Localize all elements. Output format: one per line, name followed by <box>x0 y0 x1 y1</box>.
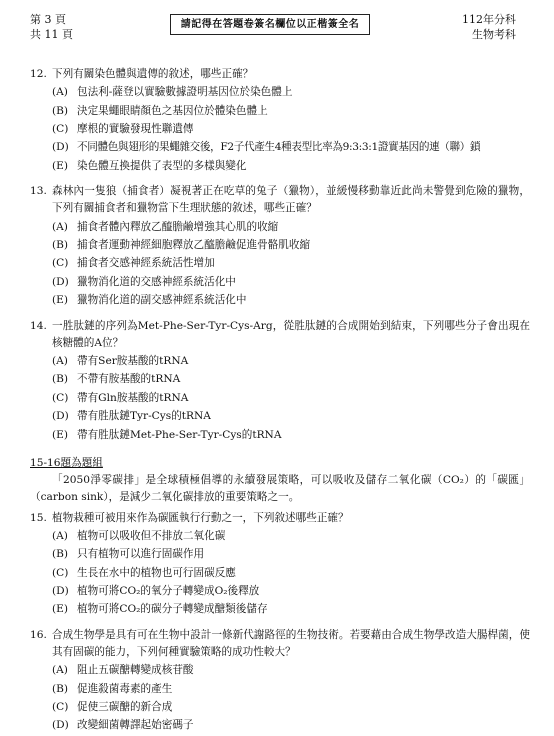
option-text: 阻止五碳醣轉變成核苷酸 <box>77 664 194 677</box>
question-stem: 下列有關染色體與遺傳的敘述，哪些正確？ <box>52 68 254 80</box>
option-label: (B) <box>52 548 69 561</box>
question-number: 16. <box>30 628 47 641</box>
option <box>30 426 530 444</box>
option-label: (C) <box>52 257 69 270</box>
option-text: 摩根的實驗發現性聯遺傳 <box>77 123 194 136</box>
question-number: 15. <box>30 511 47 524</box>
option-label: (E) <box>52 159 68 172</box>
option-text: 植物可將CO₂的碳分子轉變成醣類後儲存 <box>77 603 268 616</box>
option <box>30 407 530 425</box>
option-text: 捕食者交感神經系統活性增加 <box>77 257 215 270</box>
option-text: 帶有胜肽鏈Met-Phe-Ser-Tyr-Cys的tRNA <box>77 428 282 441</box>
option <box>30 527 530 545</box>
option-label: (C) <box>52 566 69 579</box>
question-stem: 森林內一隻狼（捕食者）凝視著正在吃草的兔子（獵物），並緩慢移動靠近此尚未警覺到危險的獵物，下列有關捕食者和獵物當下生理狀態的敘述，哪些正確？ <box>52 185 530 215</box>
option-text: 捕食者運動神經細胞釋放乙醯膽鹼促進骨骼肌收縮 <box>77 239 311 252</box>
option-text: 不帶有胺基酸的tRNA <box>77 373 181 386</box>
exam-year: 112年分科 <box>462 13 516 26</box>
option-text: 獵物消化道的交感神經系統活化中 <box>77 275 236 288</box>
option-text: 捕食者體內釋放乙醯膽鹼增強其心肌的收縮 <box>77 220 279 233</box>
option <box>30 352 530 370</box>
option <box>30 661 530 679</box>
exam-info <box>462 12 516 42</box>
option <box>30 254 530 272</box>
page-number: 第 3 頁 <box>30 13 66 26</box>
option <box>30 680 530 698</box>
question-12 <box>30 66 530 175</box>
option-label: (A) <box>52 664 68 677</box>
signature-notice-box: 請記得在答題卷簽名欄位以正楷簽全名 <box>170 14 370 35</box>
option <box>30 600 530 618</box>
option-label: (E) <box>52 603 68 616</box>
option <box>30 716 530 734</box>
option-label: (B) <box>52 373 69 386</box>
option-label: (C) <box>52 700 69 713</box>
option-text: 改變細菌轉譯起始密碼子 <box>77 719 194 732</box>
group-title: 15-16題為題組 <box>30 457 103 470</box>
option <box>30 102 530 120</box>
question-number: 12. <box>30 68 47 80</box>
option <box>30 273 530 291</box>
option <box>30 236 530 254</box>
option-text: 帶有胜肽鏈Tyr-Cys的tRNA <box>77 410 211 423</box>
option-label: (C) <box>52 123 69 136</box>
option <box>30 138 530 156</box>
option-text: 植物可以吸收但不排放二氧化碳 <box>77 529 226 542</box>
option-label: (A) <box>52 355 68 368</box>
option-text: 促使三碳醣的新合成 <box>77 700 173 713</box>
question-number: 13. <box>30 185 47 198</box>
question-stem: 植物栽種可被用來作為碳匯執行行動之一，下列敘述哪些正確？ <box>52 511 349 524</box>
option-label: (D) <box>52 410 69 423</box>
option-text: 植物可將CO₂的氧分子轉變成O₂後釋放 <box>77 584 260 597</box>
option-label: (B) <box>52 682 69 695</box>
option-label: (A) <box>52 220 68 233</box>
option-text: 決定果蠅眼睛顏色之基因位於體染色體上 <box>77 104 268 117</box>
exam-subject: 生物考科 <box>472 28 516 41</box>
option-text: 不同體色與翅形的果蠅雜交後，F2子代產生4種表型比率為9:3:3:1證實基因的連（聯）鎖 <box>77 141 481 154</box>
option <box>30 218 530 236</box>
option-label: (D) <box>52 584 69 597</box>
option <box>30 564 530 582</box>
group-passage: 「2050淨零碳排」是全球積極倡導的永續發展策略，可以吸收及儲存二氧化碳（CO₂）的「碳匯」（carbon sink），是減少二氧化碳排放的重要策略之一。 <box>30 474 530 504</box>
option-text: 獵物消化道的副交感神經系統活化中 <box>77 294 247 307</box>
option <box>30 698 530 716</box>
option-text: 帶有Gln胺基酸的tRNA <box>77 391 189 404</box>
question-13 <box>30 183 530 309</box>
option-label: (D) <box>52 275 69 288</box>
question-number: 14. <box>30 319 47 332</box>
option-text: 包法利-薩登以實驗數據證明基因位於染色體上 <box>77 86 293 99</box>
option <box>30 83 530 101</box>
option-text: 染色體互換提供了表型的多樣與變化 <box>77 159 247 172</box>
option-text: 促進殺菌毒素的產生 <box>77 682 173 695</box>
option-text: 只有植物可以進行固碳作用 <box>77 548 205 561</box>
option-text: 帶有Ser胺基酸的tRNA <box>77 355 189 368</box>
option <box>30 291 530 309</box>
question-15 <box>30 510 530 619</box>
option <box>30 157 530 175</box>
questions-area <box>30 66 530 735</box>
option-label: (D) <box>52 719 69 732</box>
total-pages: 共 11 頁 <box>30 28 73 41</box>
option-text: 生長在水中的植物也可行固碳反應 <box>77 566 236 579</box>
option <box>30 582 530 600</box>
option-label: (E) <box>52 294 68 307</box>
option-label: (C) <box>52 391 69 404</box>
page-indicator <box>30 12 73 42</box>
question-14 <box>30 318 530 444</box>
question-stem: 一胜肽鏈的序列為Met-Phe-Ser-Tyr-Cys-Arg，從胜肽鏈的合成開始到結束，下列哪些分子會出現在核糖體的A位？ <box>52 319 530 349</box>
option <box>30 545 530 563</box>
option-label: (A) <box>52 529 68 542</box>
question-group <box>30 454 530 506</box>
option-label: (A) <box>52 86 68 99</box>
question-stem: 合成生物學是具有可在生物中設計一條新代謝路徑的生物技術。若要藉由合成生物學改造大腸桿菌，使其有固碳的能力，下列何種實驗策略的成功性較大？ <box>52 628 530 658</box>
option <box>30 120 530 138</box>
option <box>30 370 530 388</box>
option-label: (B) <box>52 104 69 117</box>
option <box>30 389 530 407</box>
option-label: (D) <box>52 141 69 154</box>
question-16 <box>30 627 530 735</box>
option-label: (B) <box>52 239 69 252</box>
option-label: (E) <box>52 428 68 441</box>
